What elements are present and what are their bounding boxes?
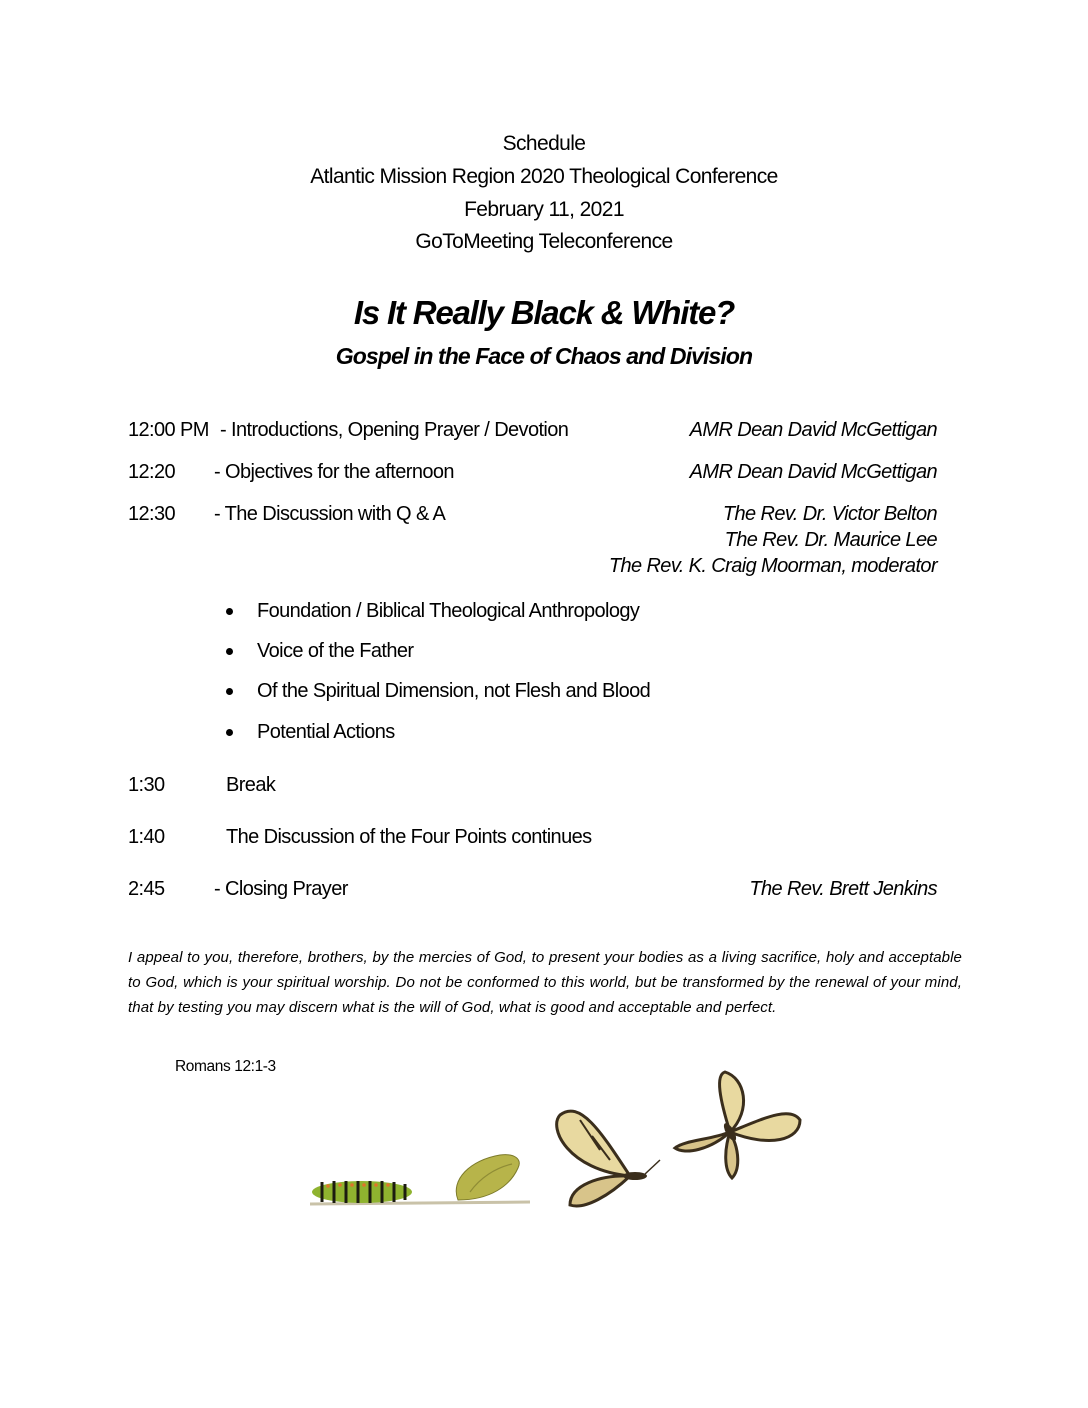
schedule-speaker: The Rev. Dr. Maurice Lee [724,529,937,551]
schedule-description: - Closing Prayer [214,878,348,900]
bullet-icon [226,648,233,655]
schedule-speaker: The Rev. K. Craig Moorman, moderator [608,555,937,577]
schedule-speaker: AMR Dean David McGettigan [689,461,937,483]
schedule-time: 1:40 [128,826,165,848]
discussion-point: Of the Spiritual Dimension, not Flesh and Blood [257,680,651,702]
caterpillar-icon [312,1181,412,1203]
butterfly-icon [675,1072,800,1178]
twig-icon [310,1202,530,1204]
bullet-icon [226,729,233,736]
page-title: Is It Really Black & White? [353,294,735,331]
schedule-time: 2:45 [128,878,165,900]
schedule-speaker: AMR Dean David McGettigan [689,419,937,441]
schedule-speaker: The Rev. Dr. Victor Belton [722,503,937,525]
schedule-description: Break [226,774,276,796]
bullet-icon [226,688,233,695]
schedule-description: - Objectives for the afternoon [214,461,454,483]
discussion-point: Potential Actions [257,721,395,743]
conference-venue: GoToMeeting Teleconference [415,230,673,253]
doc-label: Schedule [502,132,586,155]
conference-date: February 11, 2021 [464,198,624,221]
schedule-speaker: The Rev. Brett Jenkins [749,878,937,900]
schedule-description: The Discussion of the Four Points continues [226,826,592,848]
discussion-point: Foundation / Biblical Theological Anthropology [257,600,640,622]
scripture-reference: Romans 12:1-3 [175,1058,276,1075]
scripture-quote: I appeal to you, therefore, brothers, by the mercies of God, to present your bodies as a living sacrifice, holy and acceptable to God, which is your spiritual worship. Do not be conformed to this world, but be transformed by the renewal of your mind, that by testing you may discern what is the will of God, what is good and acceptable and perfect. [128,949,962,1016]
schedule-time: 12:30 [128,503,176,525]
chrysalis-icon [456,1155,519,1200]
schedule-time: 12:00 PM [128,419,209,441]
schedule-description: - Introductions, Opening Prayer / Devotion [220,419,569,441]
schedule-time: 1:30 [128,774,165,796]
butterfly-icon [557,1111,660,1206]
discussion-point: Voice of the Father [257,640,414,662]
schedule-time: 12:20 [128,461,176,483]
conference-name: Atlantic Mission Region 2020 Theological Conference [310,165,778,188]
bullet-icon [226,608,233,615]
schedule-description: - The Discussion with Q & A [214,503,446,525]
page-subtitle: Gospel in the Face of Chaos and Division [335,343,753,369]
metamorphosis-illustration [300,1060,820,1220]
